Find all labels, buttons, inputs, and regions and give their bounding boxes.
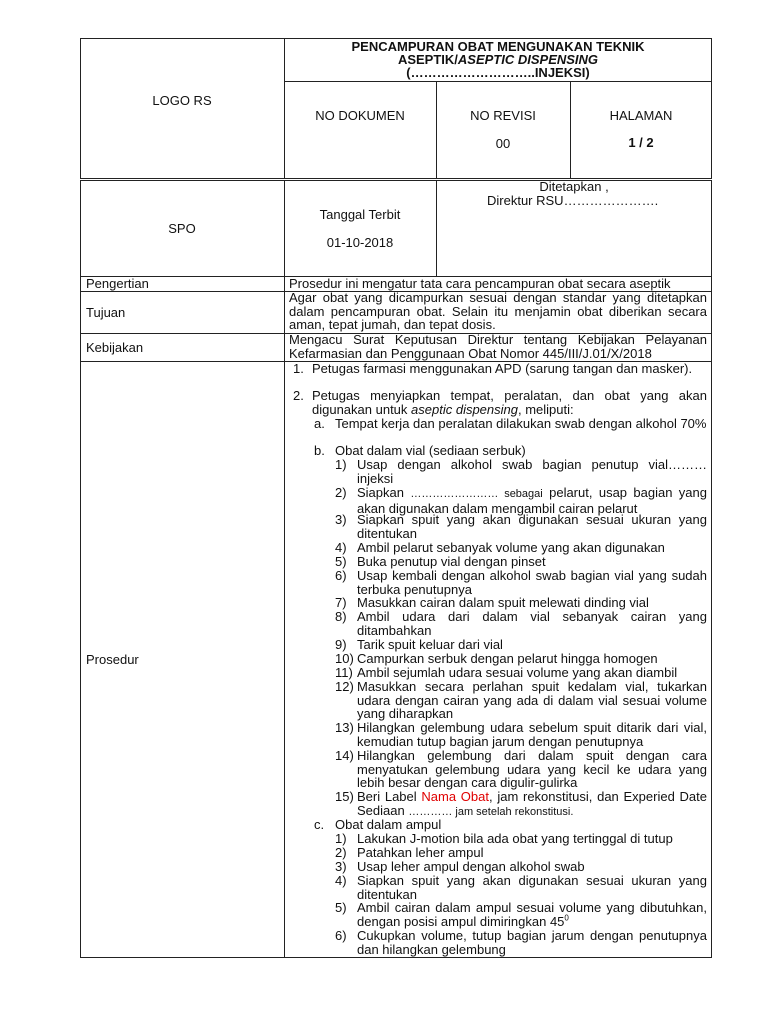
tujuan-text: Agar obat yang dicampurkan sesuai dengan standar yang ditetapkan dalam pencampuran obat. Selain itu menjamin obat diberikan secara aman, tepat jumah, dan tepat dosis. bbox=[289, 290, 707, 332]
item-number: 14) bbox=[335, 748, 354, 763]
step-number: 1. bbox=[293, 361, 304, 376]
step-1-text: Petugas farmasi menggunakan APD (sarung tangan dan masker). bbox=[312, 361, 693, 376]
item-number: 1) bbox=[335, 831, 347, 846]
item-number: 2) bbox=[335, 485, 347, 500]
item-number: 12) bbox=[335, 679, 354, 694]
item-number: 9) bbox=[335, 637, 347, 652]
b-item-11: Ambil sejumlah udara sesuai volume yang akan diambil bbox=[357, 665, 678, 680]
tujuan-label: Tujuan bbox=[86, 305, 126, 320]
item-number: 4) bbox=[335, 873, 347, 888]
sub-a-text: Tempat kerja dan peralatan dilakukan swab dengan alkohol 70% bbox=[335, 416, 707, 431]
sub-letter: b. bbox=[314, 443, 325, 458]
sub-letter: a. bbox=[314, 416, 325, 431]
c-item-1: Lakukan J-motion bila ada obat yang tertinggal di tutup bbox=[357, 831, 673, 846]
step-number: 2. bbox=[293, 388, 304, 403]
direktur-label: Direktur RSU…………………. bbox=[487, 193, 659, 208]
pengertian-text: Prosedur ini mengatur tata cara pencampuran obat secara aseptik bbox=[289, 276, 671, 291]
no-revisi-value: 00 bbox=[495, 136, 511, 151]
b-item-15: Beri Label Nama Obat, jam rekonstitusi, dan Experied Date Sediaan ………… jam setelah rekonstitusi. bbox=[357, 789, 707, 818]
logo-placeholder: LOGO RS bbox=[152, 93, 212, 108]
nama-obat-highlight: Nama Obat bbox=[421, 789, 489, 804]
halaman-value: 1 / 2 bbox=[628, 135, 654, 150]
b-item-4: Ambil pelarut sebanyak volume yang akan digunakan bbox=[357, 540, 665, 555]
b-item-7: Masukkan cairan dalam spuit melewati dinding vial bbox=[357, 595, 649, 610]
item-number: 6) bbox=[335, 928, 347, 943]
tanggal-terbit-label: Tanggal Terbit bbox=[319, 207, 401, 222]
b-item-12: Masukkan secara perlahan spuit kedalam vial, tukarkan udara dengan cairan yang ada di dalam vial sesuai volume yang diharapkan bbox=[357, 679, 707, 721]
c-item-6: Cukupkan volume, tutup bagian jarum dengan penutupnya dan hilangkan gelembung bbox=[357, 928, 707, 957]
b-item-6: Usap kembali dengan alkohol swab bagian vial yang sudah terbuka penutupnya bbox=[357, 568, 707, 597]
b-item-9: Tarik spuit keluar dari vial bbox=[357, 637, 503, 652]
item-number: 3) bbox=[335, 859, 347, 874]
divider bbox=[436, 81, 437, 179]
spo-label: SPO bbox=[168, 221, 196, 236]
divider bbox=[284, 180, 285, 958]
b-item-8: Ambil udara dari dalam vial sebanyak cairan yang ditambahkan bbox=[357, 609, 707, 638]
no-dokumen-label: NO DOKUMEN bbox=[315, 108, 405, 123]
item-number: 10) bbox=[335, 651, 354, 666]
sub-b-text: Obat dalam vial (sediaan serbuk) bbox=[335, 443, 526, 458]
c-item-5: Ambil cairan dalam ampul sesuai volume yang dibutuhkan, dengan posisi ampul dimiringkan $45^0$ bbox=[357, 900, 707, 929]
item-number: 11) bbox=[335, 665, 353, 680]
b-item-1: Usap dengan alkohol swab bagian penutup vial……… injeksi bbox=[357, 457, 707, 486]
b-item-13: Hilangkan gelembung udara sebelum spuit ditarik dari vial, kemudian tutup bagian jarum dengan penutupnya bbox=[357, 720, 707, 749]
divider bbox=[284, 81, 712, 82]
b-item-2: Siapkan …………………… sebagai pelarut, usap bagian yang akan digunakan dalam mengambil cairan pelarut bbox=[357, 485, 708, 516]
item-number: 4) bbox=[335, 540, 347, 555]
no-revisi-label: NO REVISI bbox=[470, 108, 536, 123]
sub-letter: c. bbox=[314, 817, 325, 832]
title-line-2: ASEPTIK/ASEPTIC DISPENSING bbox=[397, 52, 599, 67]
item-number: 5) bbox=[335, 554, 347, 569]
c-item-3: Usap leher ampul dengan alkohol swab bbox=[357, 859, 585, 874]
item-number: 2) bbox=[335, 845, 347, 860]
ditetapkan-label: Ditetapkan , bbox=[539, 179, 609, 194]
sub-c-text: Obat dalam ampul bbox=[335, 817, 442, 832]
pengertian-label: Pengertian bbox=[86, 276, 149, 291]
b-item-3: Siapkan spuit yang akan digunakan sesuai ukuran yang ditentukan bbox=[357, 512, 707, 541]
item-number: 8) bbox=[335, 609, 347, 624]
item-number: 5) bbox=[335, 900, 347, 915]
b-item-10: Campurkan serbuk dengan pelarut hingga homogen bbox=[357, 651, 658, 666]
halaman-label: HALAMAN bbox=[609, 108, 673, 123]
c-item-4: Siapkan spuit yang akan digunakan sesuai ukuran yang ditentukan bbox=[357, 873, 707, 902]
item-number: 6) bbox=[335, 568, 347, 583]
c-item-2: Patahkan leher ampul bbox=[357, 845, 484, 860]
prosedur-label: Prosedur bbox=[86, 652, 139, 667]
item-number: 13) bbox=[335, 720, 354, 735]
item-number: 15) bbox=[335, 789, 354, 804]
item-number: 1) bbox=[335, 457, 347, 472]
title-line-1: PENCAMPURAN OBAT MENGUNAKAN TEKNIK bbox=[351, 39, 645, 54]
kebijakan-label: Kebijakan bbox=[86, 340, 144, 355]
item-number: 7) bbox=[335, 595, 347, 610]
step-2-text: Petugas menyiapkan tempat, peralatan, dan obat yang akan digunakan untuk aseptic dispensing, meliputi: bbox=[312, 388, 707, 417]
title-line-3: (………………………..INJEKSI) bbox=[406, 65, 590, 80]
kebijakan-text: Mengacu Surat Keputusan Direktur tentang Kebijakan Pelayanan Kefarmasian dan Penggunaan Obat Nomor 445/III/J.01/X/2018 bbox=[289, 332, 707, 361]
tanggal-terbit-value: 01-10-2018 bbox=[326, 235, 394, 250]
divider bbox=[570, 81, 571, 179]
item-number: 3) bbox=[335, 512, 347, 527]
b-item-5: Buka penutup vial dengan pinset bbox=[357, 554, 546, 569]
b-item-14: Hilangkan gelembung dari dalam spuit dengan cara menyatukan gelembung udara yang kecil ke udara yang lebih besar dengan cara digulir-gulirka bbox=[357, 748, 707, 790]
document-title bbox=[284, 40, 712, 79]
divider bbox=[436, 180, 437, 276]
